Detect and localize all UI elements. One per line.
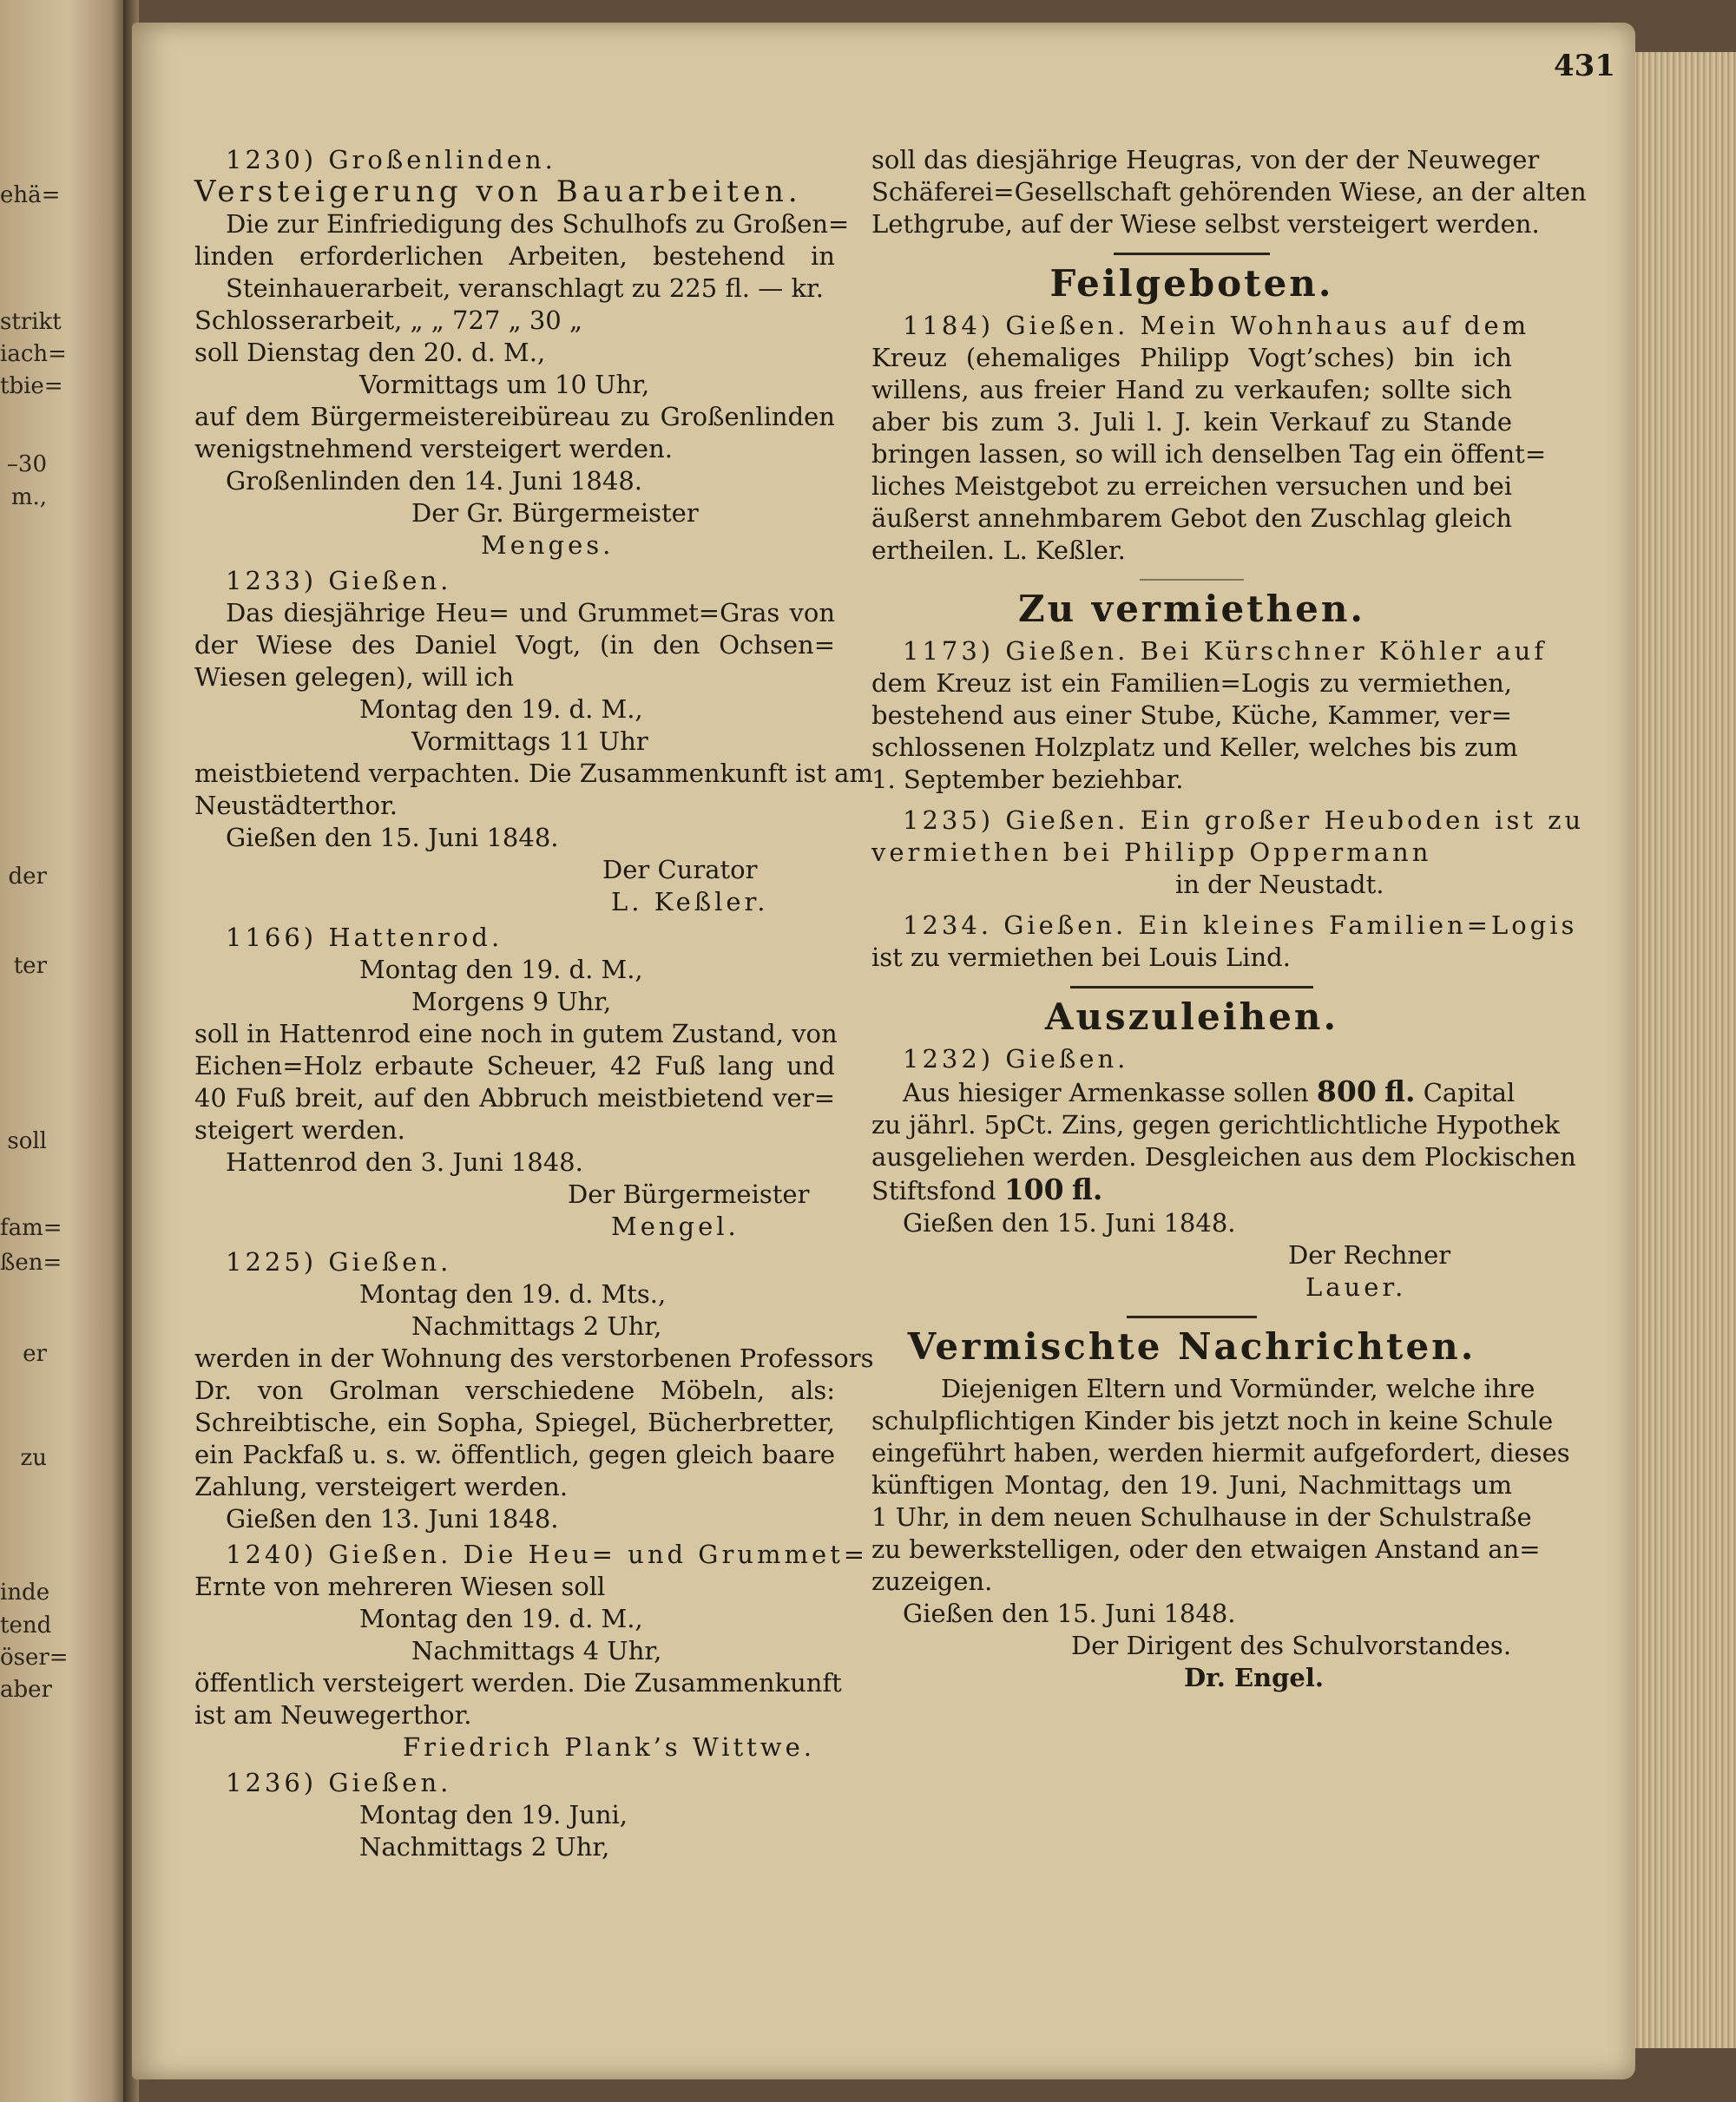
- currency: fl.: [1384, 1074, 1416, 1108]
- notice-1234: [871, 910, 1578, 974]
- text-line: Schreibtische, ein Sopha, Spiegel, Bücherbretter,: [194, 1408, 835, 1437]
- notice-1230: [194, 144, 850, 562]
- notice-heading: 1235) Gießen. Ein großer Heuboden ist zu: [903, 805, 1585, 835]
- text-line: Neustädterthor.: [194, 791, 398, 820]
- notice-heading: 1166) Hattenrod.: [226, 923, 503, 952]
- text-line: dem Kreuz ist ein Familien=Logis zu vermiethen,: [871, 668, 1512, 698]
- notice-heading: 1240) Gießen. Die Heu= und Grummet=: [226, 1540, 869, 1569]
- fragment-text: soll: [7, 1128, 47, 1154]
- text-line: künftigen Montag, den 19. Juni, Nachmittags um: [871, 1470, 1512, 1500]
- text-line: 40 Fuß breit, auf den Abbruch meistbietend ver=: [194, 1083, 835, 1113]
- left-page-fragment: [0, 0, 123, 2102]
- notice-1173: [871, 635, 1548, 796]
- text-line: zuzeigen.: [871, 1567, 993, 1596]
- signature-title: Der Dirigent des Schulvorstandes.: [1071, 1631, 1512, 1660]
- notice-heading: 1225) Gießen.: [226, 1247, 452, 1277]
- text-line: eingeführt haben, werden hiermit aufgefordert, dieses: [871, 1438, 1570, 1468]
- signature-title: Der Curator: [602, 855, 758, 884]
- notice-1233: [194, 565, 873, 918]
- newspaper-page: [132, 23, 1635, 2079]
- notice-heading: 1184) Gießen. Mein Wohnhaus auf dem: [903, 311, 1530, 340]
- notice-1236: [194, 1767, 835, 1863]
- fragment-text: iach=: [0, 341, 67, 367]
- notice-subtitle: Versteigerung von Bauarbeiten.: [194, 174, 802, 209]
- signature-title: Der Gr. Bürgermeister: [411, 498, 699, 528]
- date-line: Gießen den 13. Juni 1848.: [226, 1504, 559, 1534]
- text-line: Ernte von mehreren Wiesen soll: [194, 1572, 606, 1601]
- notice-heading: 1233) Gießen.: [226, 566, 452, 595]
- text-line: Zahlung, versteigert werden.: [194, 1472, 569, 1501]
- text-line: 1 Uhr, in dem neuen Schulhause in der Schulstraße: [871, 1502, 1532, 1532]
- text-line: Montag den 19. d. M.,: [359, 1604, 643, 1633]
- notice-1166: [194, 922, 838, 1243]
- section-heading-feilgeboten: Feilgeboten.: [1049, 262, 1334, 305]
- left-column: [194, 144, 874, 1867]
- text-line: Nachmittags 4 Uhr,: [411, 1636, 662, 1665]
- notice-heading: 1234. Gießen. Ein kleines Familien=Logis: [903, 910, 1578, 940]
- notice-1184: [871, 310, 1547, 567]
- text-line: Steinhauerarbeit, veranschlagt zu 225 fl. — kr.: [226, 273, 824, 303]
- text-line: steigert werden.: [194, 1115, 405, 1145]
- text-line: soll das diesjährige Heugras, von der der Neuweger: [871, 145, 1540, 174]
- fragment-text: ter: [13, 953, 47, 979]
- fragment-text: öser=: [0, 1645, 69, 1671]
- date-line: Hattenrod den 3. Juni 1848.: [226, 1147, 583, 1177]
- text-line: werden in der Wohnung des verstorbenen Professors: [194, 1343, 874, 1373]
- text-line: liches Meistgebot zu erreichen versuchen und bei: [871, 471, 1512, 501]
- text-fragment: Capital: [1423, 1078, 1516, 1107]
- fragment-text: fam=: [0, 1215, 62, 1241]
- signature-name: Dr. Engel.: [1184, 1663, 1324, 1692]
- text-line: Lethgrube, auf der Wiese selbst versteigert werden.: [871, 209, 1540, 239]
- text-line: Dr. von Grolman verschiedene Möbeln, als:: [194, 1376, 835, 1405]
- text-line: [871, 1173, 1512, 1207]
- text-line: auf dem Bürgermeistereibüreau zu Großenlinden: [194, 402, 835, 431]
- text-line: linden erforderlichen Arbeiten, bestehend in: [194, 241, 835, 271]
- text-fragment: Stiftsfond: [871, 1176, 996, 1205]
- text-line: ausgeliehen werden. Desgleichen aus dem Plockischen: [871, 1142, 1576, 1172]
- text-line: schlossenen Holzplatz und Keller, welches bis zum: [871, 732, 1518, 762]
- text-line: bringen lassen, so will ich denselben Tag ein öffent=: [871, 439, 1547, 469]
- text-line: ist am Neuwegerthor.: [194, 1700, 472, 1730]
- text-line: meistbietend verpachten. Die Zusammenkunft ist am: [194, 759, 873, 788]
- section-divider: [1127, 1316, 1257, 1318]
- text-line: soll in Hattenrod eine noch in gutem Zustand, von: [194, 1019, 838, 1048]
- date-line: Gießen den 15. Juni 1848.: [226, 823, 559, 852]
- text-line: Kreuz (ehemaliges Philipp Vogt’sches) bin ich: [871, 343, 1512, 372]
- text-line: Vormittags 11 Uhr: [411, 726, 648, 756]
- text-line: Montag den 19. d. M.,: [359, 955, 643, 984]
- text-line: Nachmittags 2 Uhr,: [359, 1832, 610, 1862]
- text-line: wenigstnehmend versteigert werden.: [194, 434, 673, 463]
- signature-title: Der Bürgermeister: [568, 1179, 810, 1209]
- section-divider: [1114, 253, 1270, 255]
- text-line: der Wiese des Daniel Vogt, (in den Ochsen=: [194, 630, 835, 660]
- text-line: in der Neustadt.: [1175, 870, 1384, 899]
- fragment-text: ßen=: [0, 1250, 62, 1276]
- text-line: schulpflichtigen Kinder bis jetzt noch in keine Schule: [871, 1406, 1554, 1435]
- text-line: zu jährl. 5pCt. Zins, gegen gerichtlichtliche Hypothek: [871, 1110, 1560, 1140]
- date-line: Großenlinden den 14. Juni 1848.: [226, 466, 643, 496]
- text-line: Das diesjährige Heu= und Grummet=Gras von: [226, 598, 835, 627]
- section-heading-zu-vermiethen: Zu vermiethen.: [1017, 588, 1365, 630]
- text-line: Die zur Einfriedigung des Schulhofs zu Großen=: [226, 209, 850, 239]
- notice-1225: [194, 1246, 874, 1535]
- text-line: zu bewerkstelligen, oder den etwaigen Anstand an=: [871, 1534, 1541, 1564]
- text-line: aber bis zum 3. Juli l. J. kein Verkauf zu Stande: [871, 407, 1512, 437]
- fragment-text: aber: [0, 1677, 52, 1703]
- text-line: 1. September beziehbar.: [871, 765, 1184, 794]
- text-line: Schlosserarbeit, „ „ 727 „ 30 „: [194, 305, 582, 335]
- fragment-text: m.,: [10, 484, 47, 510]
- signature-name: L. Keßler.: [611, 887, 769, 916]
- section-heading-vermischte-nachrichten: Vermischte Nachrichten.: [907, 1325, 1476, 1368]
- signature-name: Menges.: [481, 530, 615, 560]
- text-line: Diejenigen Eltern und Vormünder, welche ihre: [941, 1374, 1535, 1403]
- text-line: ertheilen. L. Keßler.: [871, 535, 1126, 565]
- signature-title: Der Rechner: [1288, 1240, 1451, 1270]
- notice-1232: [871, 1043, 1576, 1304]
- amount: 800: [1316, 1074, 1377, 1108]
- notice-heading: 1232) Gießen.: [903, 1044, 1129, 1074]
- notice-heading: 1173) Gießen. Bei Kürschner Köhler auf: [903, 636, 1548, 666]
- text-line: Morgens 9 Uhr,: [411, 987, 612, 1016]
- notice-1240: [194, 1539, 869, 1764]
- notice-1235: [871, 805, 1585, 901]
- page-number: 431: [1554, 49, 1615, 83]
- section-divider: [1070, 986, 1313, 989]
- signature-name: Friedrich Plank’s Wittwe.: [403, 1732, 815, 1762]
- text-fragment: Aus hiesiger Armenkasse sollen: [903, 1078, 1309, 1107]
- notice-continuation: [871, 144, 1587, 240]
- text-line: vermiethen bei Philipp Oppermann: [871, 838, 1432, 867]
- fragment-text: inde: [0, 1580, 50, 1606]
- date-line: Gießen den 15. Juni 1848.: [903, 1208, 1236, 1238]
- text-line: Montag den 19. Juni,: [359, 1800, 628, 1829]
- fragment-text: der: [8, 864, 47, 890]
- fragment-text: tend: [0, 1613, 52, 1639]
- fragment-text: tbie=: [0, 373, 63, 399]
- notice-misc: [871, 1373, 1570, 1694]
- notice-heading: 1236) Gießen.: [226, 1768, 452, 1797]
- section-divider: [1140, 579, 1244, 581]
- fragment-text: er: [23, 1341, 47, 1367]
- fragment-text: zu: [20, 1445, 47, 1471]
- text-line: bestehend aus einer Stube, Küche, Kammer, ver=: [871, 700, 1512, 730]
- amount: 100: [1003, 1173, 1064, 1206]
- text-line: Vormittags um 10 Uhr,: [359, 370, 650, 399]
- text-line: Montag den 19. d. Mts.,: [359, 1279, 667, 1309]
- fragment-text: –30: [6, 451, 47, 477]
- section-heading-auszuleihen: Auszuleihen.: [1044, 995, 1339, 1038]
- fragment-text: strikt: [0, 309, 62, 335]
- currency: fl.: [1071, 1173, 1103, 1206]
- date-line: Gießen den 15. Juni 1848.: [903, 1599, 1236, 1628]
- signature-name: Mengel.: [611, 1212, 740, 1241]
- fragment-text: ehä=: [0, 182, 61, 208]
- text-line: öffentlich versteigert werden. Die Zusammenkunft: [194, 1668, 842, 1698]
- text-line: Schäferei=Gesellschaft gehörenden Wiese, an der alten: [871, 177, 1587, 207]
- notice-heading: 1230) Großenlinden.: [226, 145, 556, 174]
- right-column: [871, 144, 1587, 1698]
- text-line: [871, 1074, 1516, 1109]
- text-line: Wiesen gelegen), will ich: [194, 662, 515, 692]
- text-line: ein Packfaß u. s. w. öffentlich, gegen gleich baare: [194, 1440, 835, 1469]
- text-line: willens, aus freier Hand zu verkaufen; sollte sich: [871, 375, 1512, 404]
- text-line: Eichen=Holz erbaute Scheuer, 42 Fuß lang und: [194, 1051, 835, 1081]
- text-line: Montag den 19. d. M.,: [359, 694, 643, 724]
- text-line: ist zu vermiethen bei Louis Lind.: [871, 943, 1291, 972]
- signature-name: Lauer.: [1305, 1272, 1407, 1302]
- text-line: Nachmittags 2 Uhr,: [411, 1311, 662, 1341]
- text-line: soll Dienstag den 20. d. M.,: [194, 338, 546, 367]
- text-line: äußerst annehmbarem Gebot den Zuschlag gleich: [871, 503, 1512, 533]
